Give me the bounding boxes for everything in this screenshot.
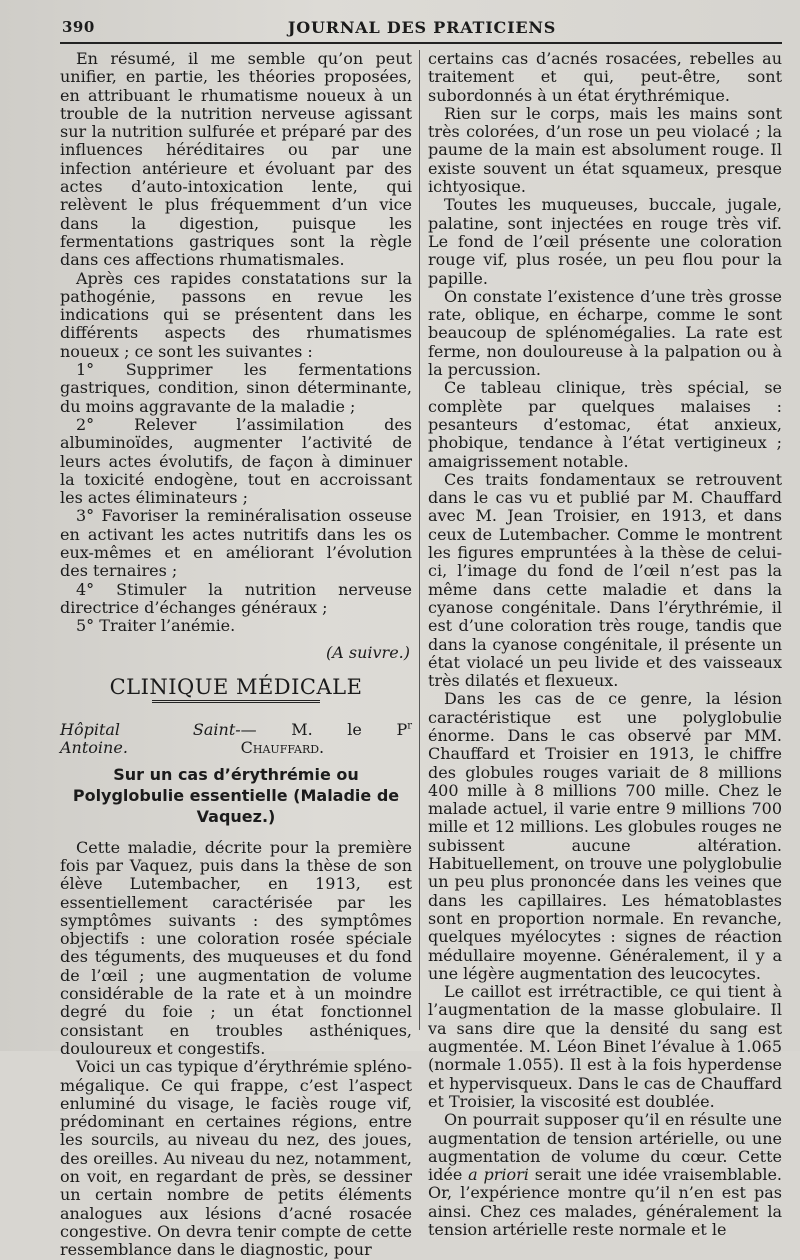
paragraph: En résumé, il me semble qu’on peut unifier, en partie, les théories proposées, en attribuant le rhumatisme noueux à un trouble de la nutrition nerveuse agissant sur la nutrition sulfurée et préparé par des influences héréditaires ou par une infection antérieure et évoluant par des actes d’auto-intoxication lente, qui relèvent le plus fréquemment d’un vice dans la digestion, puisque les fermentations gastriques sont la règle dans ces affections rhumatismales. [60,49,412,270]
running-title: JOURNAL DES PRATICIENS [287,18,557,37]
article-title [60,764,412,827]
italic-phrase: a priori [468,1165,529,1185]
paragraph: Rien sur le corps, mais les mains sont très colorées, d’un rose un peu violacé ; la paume de la main est absolument rouge. Il existe souvent un état squameux, presque ichtyosique. [428,103,782,197]
section-title-rule [152,700,320,703]
article-title-line: Sur un cas d’érythrémie ou [113,764,359,784]
paragraph: Le caillot est irrétractible, ce qui tient à l’augmentation de la masse globulaire. Il va sans dire que la densité du sang est augmentée. M. Léon Binet l’évalue à 1.065 (normale 1.055). Il est à la fois hyperdense et hypervisqueux. Dans le cas de Chauffard et Troisier, la viscosité est doublée. [428,982,782,1111]
byline [60,721,412,758]
article-title-line: Polyglobulie essentielle (Maladie de Vaquez.) [72,785,400,826]
professor-name: Chauffard. [240,738,325,758]
list-item: 5° Traiter l’anémie. [76,616,236,636]
right-column [428,50,782,1239]
paragraph: Dans les cas de ce genre, la lésion caractéristique est une polyglobulie énorme. Dans le cas observé par MM. Chauffard et Troisier en 1913, le chiffre des globules rouges variait de 8 millions 400 mille à 8 millions 700 mille. Chez le malade actuel, il varie entre 9 millions 700 mille et 12 millions. Les globules rouges ne subissent aucune altération. Habituellement, on trouve une polyglobulie un peu plus prononcée dans les veines que dans les capillaires. Les hématoblastes sont en proportion normale. En revanche, quelques myélocytes : signes de réaction médullaire moyenne. Généralement, il y a une légère augmentation des leucocytes. [428,689,782,983]
page-header [62,18,782,42]
hospital-name: Hôpital Saint-Antoine. [60,720,241,758]
paragraph: Voici un cas typique d’érythrémie spléno-mégalique. Ce qui frappe, c’est l’aspect enluminé du visage, le faciès rouge vif, prédominant en certaines régions, entre les sourcils, au niveau du nez, des joues, des oreilles. Au niveau du nez, notamment, on voit, en regardant de près, se dessiner un certain nombre de petits éléments analogues aux lésions d’acné rosacée congestive. On devra tenir compte de cette ressemblance dans le diagnostic, pour [60,1057,412,1260]
column-divider [419,50,420,1030]
section-title: CLINIQUE MÉDICALE [109,674,363,699]
page-number: 390 [62,18,95,36]
header-rule [60,42,782,44]
paragraph: Cette maladie, décrite pour la première fois par Vaquez, puis dans la thèse de son élève Lutembacher, en 1913, est essentiellement caractérisée par les symptômes suivants : des symptômes objectifs : une coloration rosée spéciale des téguments, des muqueuses et du fond de l’œil ; une augmentation de volume considérable de la rate et à un moindre degré du foie ; un état fonctionnel consistant en troubles asthéniques, douloureux et congestifs. [60,837,412,1058]
professor-title-sup: r [407,720,412,732]
text-run: On pourrait supposer qu’il en résulte une augmentation de tension artérielle, ou une augmentation de volume du cœur. Cette idée [428,1110,782,1185]
paragraph [428,1111,782,1239]
professor-prefix: — M. le P [240,720,408,740]
paragraph: Ces traits fondamentaux se retrouvent dans le cas vu et publié par M. Chauffard avec M. Jean Troisier, en 1913, et dans ceux de Lutembacher. Comme le montrent les figures empruntées à la thèse de celui-ci, l’image du fond de l’œil n’est pas la même dans cette maladie et dans la cyanose congénitale. Dans l’érythrémie, il est d’une coloration très rouge, tandis que dans la cyanose congénitale, il présente un état violacé un peu livide et des vaisseaux très dilatés et flexueux. [428,469,782,691]
professor-credit [241,721,412,758]
a-suivre-note: (A suivre.) [326,642,410,662]
paragraph: Ce tableau clinique, très spécial, se complète par quelques malaises : pesanteurs d’estomac, état anxieux, phobique, tendance à l’état vertigineux ; amaigrissement notable. [428,378,782,471]
paragraph: On constate l’existence d’une très grosse rate, oblique, en écharpe, comme le sont beaucoup de splénomégalies. La rate est ferme, non douloureuse à la palpation ou à la percussion. [428,286,782,380]
text-run: serait une idée vraisemblable. Or, l’expérience montre qu’il n’en est pas ainsi. Chez ces malades, généralement la tension artérielle reste normale et le [428,1165,783,1239]
list-item: 3° Favoriser la reminéralisation osseuse en activant les actes nutritifs dans les os eux-mêmes et en améliorant l’évolution des ternaires ; [60,506,412,581]
paragraph: Toutes les muqueuses, buccale, jugale, palatine, sont injectées en rouge très vif. Le fond de l’œil présente une coloration rouge vif, plus rosée, un peu flou pour la papille. [428,195,782,288]
paragraph: Après ces rapides constatations sur la pathogénie, passons en revue les indications qui se présentent dans les différents aspects des rhumatismes noueux ; ce sont les suivantes : [60,268,412,361]
list-item: 4° Stimuler la nutrition nerveuse directrice d’échanges généraux ; [60,579,412,617]
left-column [60,50,412,1260]
list-item: 1° Supprimer les fermentations gastriques, condition, sinon déterminante, du moins aggravante de la maladie ; [60,360,412,416]
paragraph-continuation: certains cas d’acnés rosacées, rebelles au traitement et qui, peut-être, sont subordonnés à un état érythrémique. [428,49,782,105]
list-item: 2° Relever l’assimilation des albuminoïdes, augmenter l’activité de leurs actes évolutifs, de façon à diminuer la toxicité endogène, tout en accroissant les actes éliminateurs ; [60,414,412,508]
